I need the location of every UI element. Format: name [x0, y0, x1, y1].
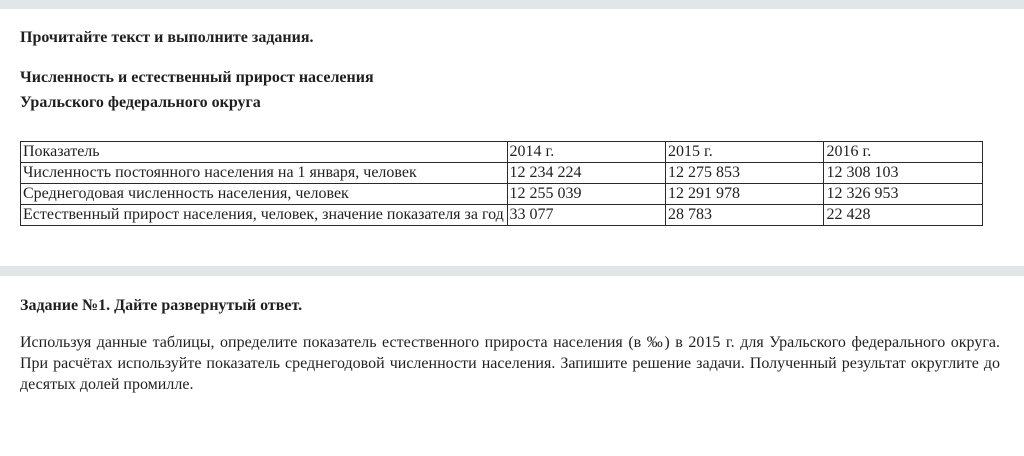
task-text: Используя данные таблицы, определите показатель естественного прироста населения (в ‰) в 2015 г. для Уральского федерального округа. При расчётах используйте показатель среднегодовой численности населения. Запишите решение задачи. Полученный результат округлите до десятых долей промилле.: [20, 334, 1000, 393]
cell-2016: 12 326 953: [824, 184, 983, 205]
task-title: Задание №1. Дайте развернутый ответ.: [20, 297, 303, 314]
cell-2016: 22 428: [824, 205, 983, 226]
header-cell-2016: 2016 г.: [824, 142, 983, 163]
row-label: Естественный прирост населения, человек, значение показателя за год: [21, 205, 508, 226]
instruction-text: Прочитайте текст и выполните задания.: [20, 29, 314, 46]
row-label: Среднегодовая численность населения, человек: [21, 184, 508, 205]
middle-divider-band: [0, 266, 1024, 276]
population-table: [20, 141, 983, 226]
table-row: [21, 184, 983, 205]
task-section: [0, 276, 1024, 395]
cell-2014: 33 077: [507, 205, 665, 226]
header-cell-2015: 2015 г.: [666, 142, 824, 163]
top-divider-band: [0, 0, 1024, 9]
cell-2015: 12 275 853: [666, 163, 824, 184]
table-row: [21, 205, 983, 226]
cell-2015: 28 783: [666, 205, 824, 226]
text-section: [0, 9, 1024, 226]
table-title: [20, 65, 1000, 115]
row-label: Численность постоянного населения на 1 января, человек: [21, 163, 508, 184]
cell-2014: 12 255 039: [507, 184, 665, 205]
table-title-line1: Численность и естественный прирост населения: [20, 69, 374, 86]
cell-2014: 12 234 224: [507, 163, 665, 184]
cell-2015: 12 291 978: [666, 184, 824, 205]
table-title-line2: Уральского федерального округа: [20, 94, 261, 111]
table-row: [21, 163, 983, 184]
cell-2016: 12 308 103: [824, 163, 983, 184]
header-cell-2014: 2014 г.: [507, 142, 665, 163]
table-header-row: [21, 142, 983, 163]
header-cell-indicator: Показатель: [21, 142, 508, 163]
